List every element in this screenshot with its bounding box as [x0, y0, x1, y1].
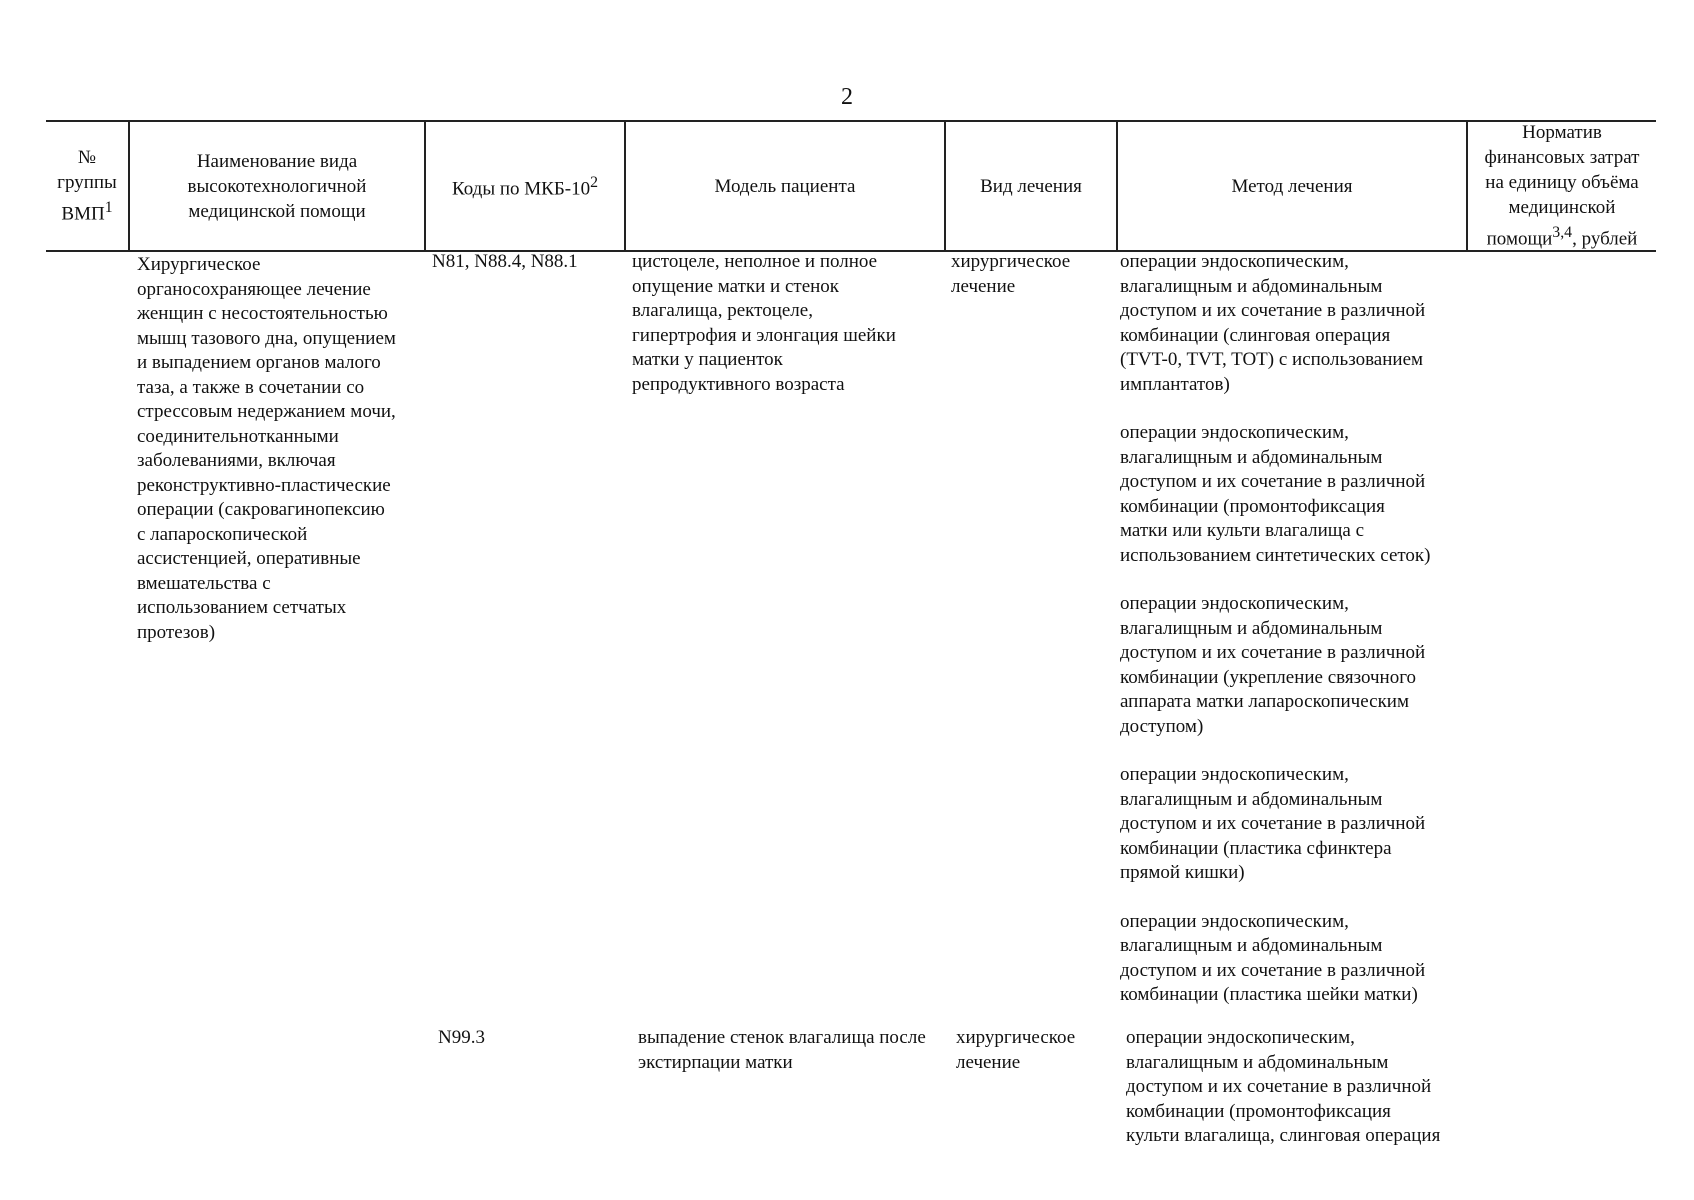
method-item: операции эндоскопическим, влагалищным и абдоминальным доступом и их сочетание в различной комбинации (промонтофиксация матки или культи влагалища с использованием синтетических сеток) — [1120, 422, 1431, 566]
row1-icd-codes: N81, N88.4, N88.1 — [432, 251, 578, 272]
row2-treatment-type: хирургическое лечение — [956, 1027, 1076, 1073]
method-item: операции эндоскопическим, влагалищным и абдоминальным доступом и их сочетание в различной комбинации (пластика шейки матки) — [1120, 910, 1426, 1005]
header-icd-codes-footnote: 2 — [590, 174, 598, 192]
header-treatment-type — [946, 122, 1118, 250]
header-treatment-method-text: Метод лечения — [1231, 175, 1353, 197]
header-cost-norm — [1468, 122, 1656, 250]
header-treatment-method — [1118, 122, 1468, 250]
header-group-no — [46, 122, 130, 250]
method-item: операции эндоскопическим, влагалищным и абдоминальным доступом и их сочетание в различной комбинации (укрепление связочного аппарата матки лапароскопическим доступом) — [1120, 593, 1426, 737]
header-icd-codes-text: Коды по МКБ-10 — [451, 178, 591, 200]
header-treatment-type-text: Вид лечения — [980, 175, 1082, 197]
row1-patient-model: цистоцеле, неполное и полное опущение матки и стенок влагалища, ректоцеле, гипертрофия и элонгация шейки матки у пациенток репродуктивного возраста — [632, 251, 896, 395]
row2-method: операции эндоскопическим, влагалищным и абдоминальным доступом и их сочетание в различной комбинации (промонтофиксация культи влагалища, слинговая операция — [1126, 1027, 1441, 1146]
row1-methods-list — [1120, 250, 1480, 1032]
row-vmp-name: Хирургическое органосохраняющее лечение женщин с несостоятельностью мышц тазового дна, опущением и выпадением органов малого таза, а также в сочетании со стрессовым недержанием мочи, соединительнотканными заболеваниями, включая реконструктивно-пластические операции (сакровагинопексию с лапароскопической ассистенцией, оперативные вмешательства с использованием сетчатых протезов) — [137, 254, 396, 643]
table-header — [46, 120, 1656, 252]
header-group-no-text: № группы ВМП — [57, 147, 117, 225]
row2-patient-model: выпадение стенок влагалища после экстирпации матки — [638, 1027, 926, 1073]
row1-treatment-type: хирургическое лечение — [951, 251, 1071, 297]
header-cost-norm-text: Норматив финансовых затрат на единицу объёма медицинской помощи — [1484, 122, 1640, 250]
header-group-no-footnote: 1 — [104, 199, 113, 217]
header-cost-norm-unit: , рублей — [1572, 228, 1638, 250]
header-patient-model-text: Модель пациента — [714, 175, 856, 197]
header-icd-codes — [426, 122, 626, 250]
method-item: операции эндоскопическим, влагалищным и абдоминальным доступом и их сочетание в различной комбинации (слинговая операция (TVT-0, TVT, TOT) с использованием имплантатов) — [1120, 251, 1426, 395]
header-vmp-name — [130, 122, 426, 250]
header-cost-norm-footnote: 3,4 — [1552, 224, 1573, 242]
page-number: 2 — [841, 84, 853, 110]
header-patient-model — [626, 122, 946, 250]
method-item: операции эндоскопическим, влагалищным и абдоминальным доступом и их сочетание в различной комбинации (пластика сфинктера прямой кишки) — [1120, 764, 1426, 883]
header-vmp-name-text: Наименование вида высокотехнологичной медицинской помощи — [187, 150, 367, 222]
row2-icd-codes: N99.3 — [438, 1027, 485, 1048]
